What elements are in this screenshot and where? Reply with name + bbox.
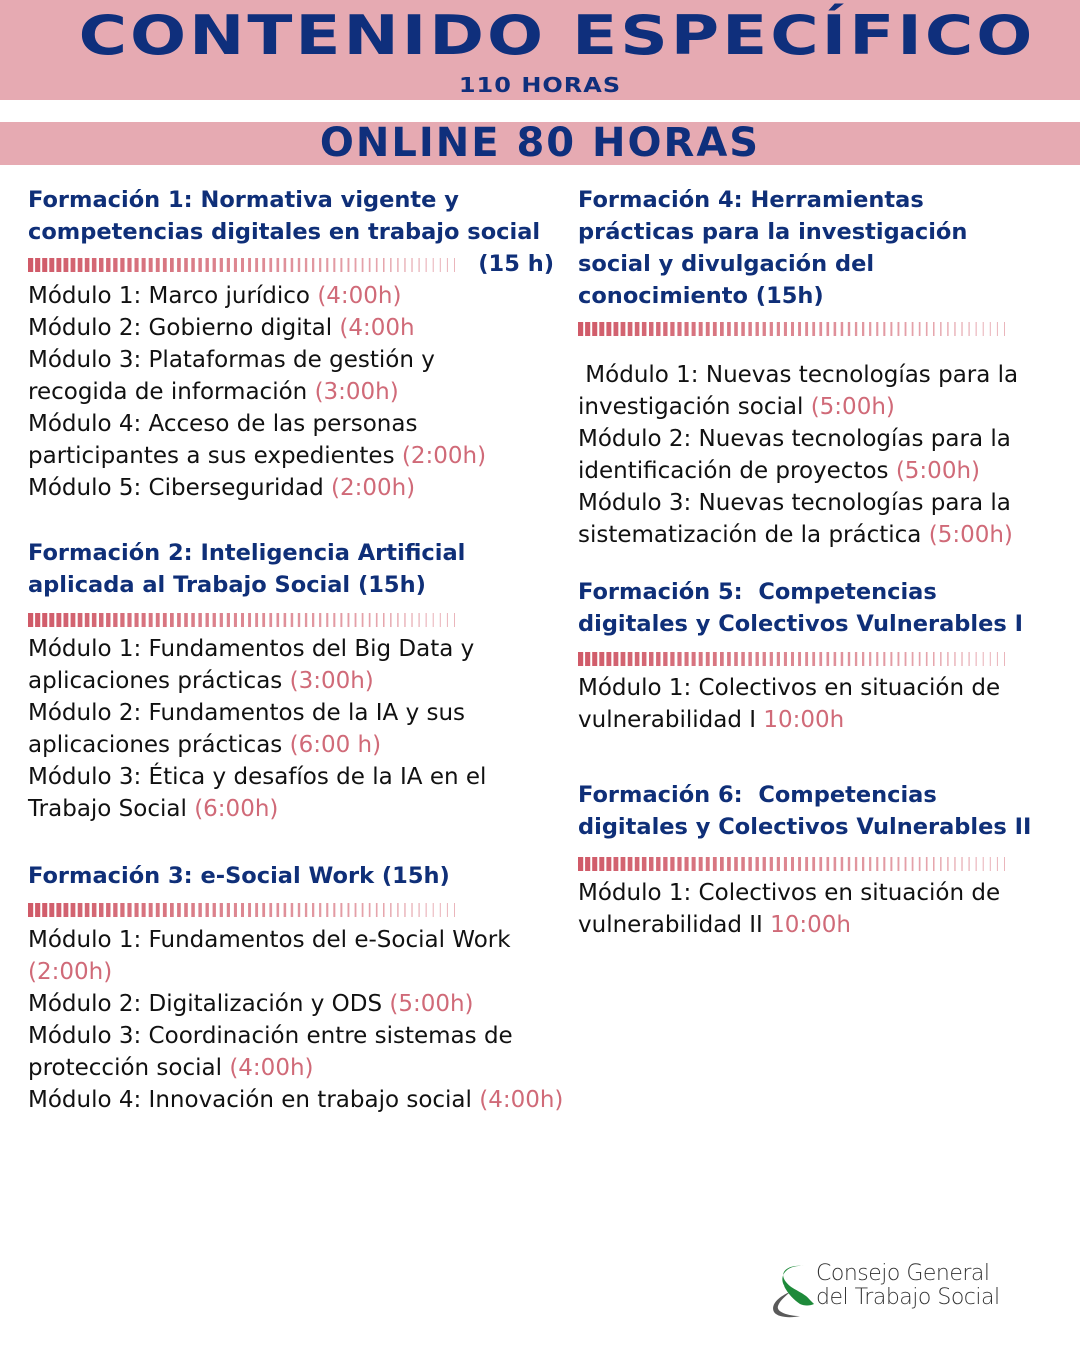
formacion-4-heading-line4: conocimiento (15h) (578, 283, 824, 309)
module-duration: (6:00 h) (289, 732, 382, 758)
module-line: vulnerabilidad II 10:00h (578, 912, 851, 938)
module-line: protección social (4:00h) (28, 1055, 314, 1081)
module-line: Módulo 2: Fundamentos de la IA y sus (28, 700, 466, 726)
formacion-5-modules (578, 672, 1058, 736)
module-line: Módulo 1: Marco jurídico (4:00h) (28, 283, 402, 309)
module-line: sistematización de la práctica (5:00h) (578, 522, 1013, 548)
formacion-1-modules (28, 280, 558, 504)
module-line: recogida de información (3:00h) (28, 379, 399, 405)
section-divider (28, 902, 462, 921)
module-line: Módulo 1: Fundamentos del e-Social Work (28, 927, 511, 953)
module-line: Módulo 3: Ética y desafíos de la IA en el (28, 764, 487, 790)
formacion-3-section (28, 860, 628, 1116)
logo-text (816, 1262, 1000, 1310)
module-line: Módulo 2: Nuevas tecnologías para la (578, 426, 1011, 452)
formacion-6-modules (578, 877, 1058, 941)
formacion-6-section (578, 779, 1058, 941)
formacion-4-heading-line3: social y divulgación del (578, 251, 875, 277)
module-line: Módulo 2: Digitalización y ODS (5:00h) (28, 991, 474, 1017)
module-line: aplicaciones prácticas (3:00h) (28, 668, 374, 694)
module-line: Módulo 1: Fundamentos del Big Data y (28, 636, 475, 662)
formacion-3-heading: Formación 3: e-Social Work (15h) (28, 863, 450, 889)
module-line: aplicaciones prácticas (6:00 h) (28, 732, 382, 758)
formacion-1-section (28, 184, 558, 504)
formacion-6-heading-line2: digitales y Colectivos Vulnerables II (578, 814, 1032, 840)
formacion-5-heading-line1: Formación 5: Competencias (578, 579, 937, 605)
module-duration: (5:00h) (928, 522, 1013, 548)
module-line: Módulo 5: Ciberseguridad (2:00h) (28, 475, 416, 501)
module-line: participantes a sus expedientes (2:00h) (28, 443, 487, 469)
module-duration: (5:00h) (810, 394, 895, 420)
module-duration: (5:00h) (389, 991, 474, 1017)
formacion-4-section (578, 184, 1058, 551)
module-line: Módulo 3: Coordinación entre sistemas de (28, 1023, 513, 1049)
module-line: Módulo 4: Innovación en trabajo social (4:00h) (28, 1087, 564, 1113)
section-divider (578, 321, 1012, 340)
module-line: Módulo 4: Acceso de las personas (28, 411, 418, 437)
module-line: Módulo 3: Nuevas tecnologías para la (578, 490, 1011, 516)
module-line: investigación social (5:00h) (578, 394, 895, 420)
module-duration: (2:00h) (28, 959, 113, 985)
section-divider (28, 612, 462, 631)
module-line: identificación de proyectos (5:00h) (578, 458, 981, 484)
page-title: CONTENIDO ESPECÍFICO (78, 3, 1036, 68)
module-line: Módulo 1: Colectivos en situación de (578, 675, 1001, 701)
formacion-1-heading-line1: Formación 1: Normativa vigente y (28, 187, 459, 213)
logo-line2: del Trabajo Social (816, 1285, 1000, 1310)
formacion-1-hours: (15 h) (478, 251, 554, 277)
module-duration: (3:00h) (289, 668, 374, 694)
formacion-1-heading-line2: competencias digitales en trabajo social (28, 219, 541, 245)
formacion-5-heading-line2: digitales y Colectivos Vulnerables I (578, 611, 1023, 637)
module-duration: 10:00h (770, 912, 851, 938)
formacion-3-modules (28, 924, 628, 1116)
module-duration: (4:00h) (317, 283, 402, 309)
formacion-4-heading-line2: prácticas para la investigación (578, 219, 968, 245)
module-line: Módulo 3: Plataformas de gestión y (28, 347, 435, 373)
section-divider (578, 651, 1012, 670)
formacion-2-heading-line1: Formación 2: Inteligencia Artificial (28, 540, 466, 566)
module-duration: (2:00h) (401, 443, 487, 469)
formacion-2-modules (28, 633, 558, 825)
module-duration: (4:00h) (229, 1055, 314, 1081)
formacion-2-heading-line2: aplicada al Trabajo Social (15h) (28, 572, 426, 598)
formacion-4-modules (578, 359, 1058, 551)
formacion-2-section (28, 537, 558, 825)
module-duration: (3:00h) (314, 379, 399, 405)
module-line: Módulo 2: Gobierno digital (4:00h (28, 315, 415, 341)
module-line: Módulo 1: Colectivos en situación de (578, 880, 1001, 906)
cgts-logo (770, 1262, 1050, 1322)
section-divider (28, 257, 462, 276)
module-duration: (4:00h) (479, 1087, 564, 1113)
cgts-s-swoosh-icon (770, 1262, 820, 1322)
total-hours-subtitle: 110 HORAS (458, 73, 622, 97)
module-duration: (5:00h) (895, 458, 981, 484)
module-duration: (6:00h) (194, 796, 279, 822)
module-duration: (2:00h) (330, 475, 416, 501)
module-line (28, 956, 628, 988)
module-duration: (4:00h (339, 315, 415, 341)
online-hours-label: ONLINE 80 HORAS (319, 120, 761, 166)
formacion-4-heading-line1: Formación 4: Herramientas (578, 187, 924, 213)
module-line: vulnerabilidad I 10:00h (578, 707, 845, 733)
logo-line1: Consejo General (816, 1261, 990, 1286)
formacion-6-heading-line1: Formación 6: Competencias (578, 782, 937, 808)
formacion-5-section (578, 576, 1058, 736)
module-line: Módulo 1: Nuevas tecnologías para la (578, 362, 1019, 388)
module-duration: 10:00h (763, 707, 845, 733)
section-divider (578, 856, 1012, 875)
module-line: Trabajo Social (6:00h) (28, 796, 279, 822)
